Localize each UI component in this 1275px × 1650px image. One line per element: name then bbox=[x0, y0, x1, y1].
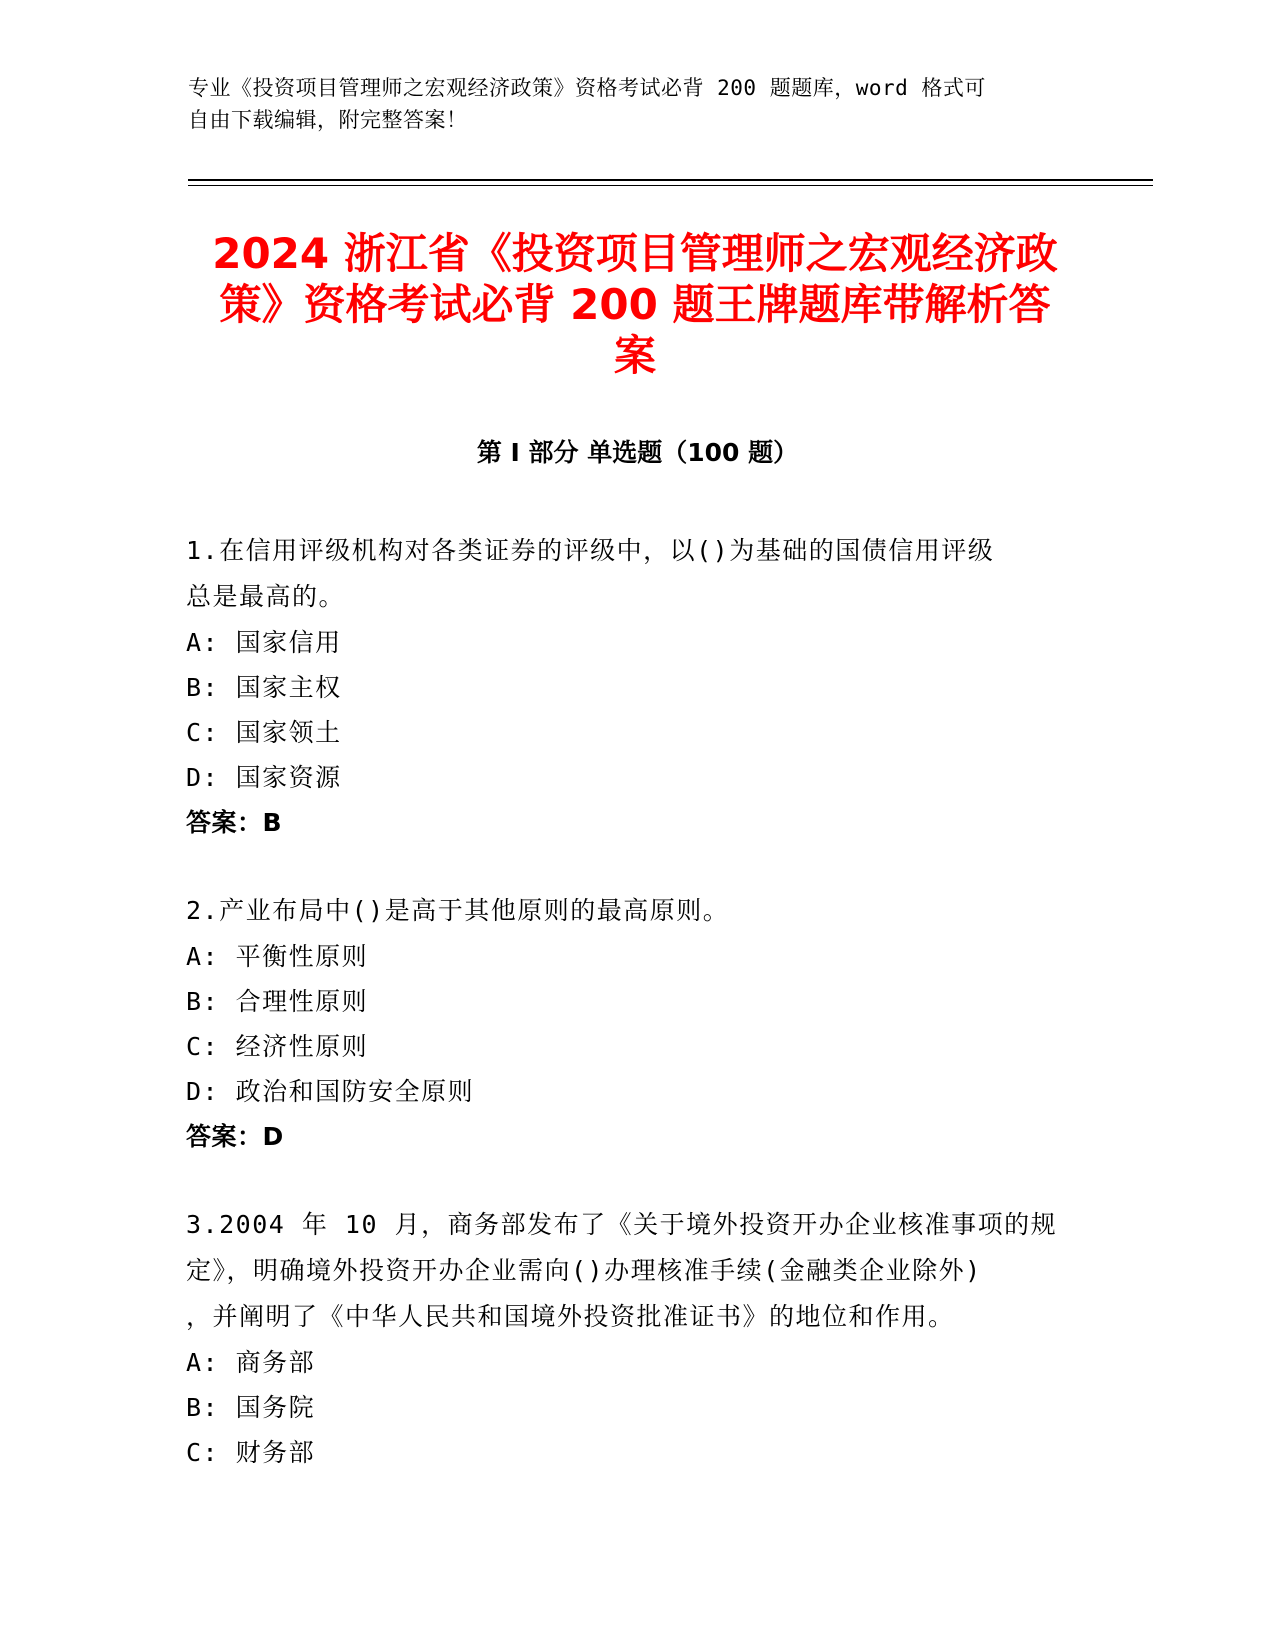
question-stem-line: 2.产业布局中()是高于其他原则的最高原则。 bbox=[186, 896, 730, 925]
answer-line: 答案：B bbox=[186, 808, 283, 837]
question-stem-line: 1.在信用评级机构对各类证券的评级中，以()为基础的国债信用评级 bbox=[186, 536, 995, 565]
option-b: B: 合理性原则 bbox=[186, 987, 369, 1016]
header-note-line: 专业《投资项目管理师之宏观经济政策》资格考试必背 200 题题库，word 格式可 bbox=[188, 76, 986, 100]
question-item bbox=[186, 1202, 1086, 1475]
option-a: A: 平衡性原则 bbox=[186, 942, 369, 971]
title-line: 2024 浙江省《投资项目管理师之宏观经济政 bbox=[212, 229, 1058, 278]
header-divider-thin bbox=[188, 185, 1153, 186]
header-note-line: 自由下载编辑，附完整答案！ bbox=[188, 108, 468, 132]
section-heading: 第 I 部分 单选题（100 题） bbox=[476, 438, 799, 467]
option-a: A: 商务部 bbox=[186, 1348, 316, 1377]
header-note bbox=[188, 72, 1088, 136]
option-c: C: 财务部 bbox=[186, 1438, 316, 1467]
header-divider-thick bbox=[188, 179, 1153, 181]
question-item bbox=[186, 528, 1086, 846]
answer-line: 答案：D bbox=[186, 1122, 284, 1151]
option-c: C: 经济性原则 bbox=[186, 1032, 369, 1061]
question-stem-line: 3.2004 年 10 月，商务部发布了《关于境外投资开办企业核准事项的规 bbox=[186, 1210, 1058, 1239]
title-line: 策》资格考试必背 200 题王牌题库带解析答 bbox=[219, 280, 1051, 329]
question-stem-line: 总是最高的。 bbox=[186, 582, 346, 611]
question-item bbox=[186, 888, 1086, 1160]
option-b: B: 国家主权 bbox=[186, 673, 342, 702]
question-list bbox=[186, 528, 1086, 1517]
document-title bbox=[170, 228, 1100, 381]
option-a: A: 国家信用 bbox=[186, 628, 342, 657]
option-d: D: 政治和国防安全原则 bbox=[186, 1077, 475, 1106]
title-line: 案 bbox=[613, 331, 656, 380]
question-stem-line: ，并阐明了《中华人民共和国境外投资批准证书》的地位和作用。 bbox=[186, 1302, 955, 1331]
option-d: D: 国家资源 bbox=[186, 763, 342, 792]
question-stem-line: 定》，明确境外投资开办企业需向()办理核准手续(金融类企业除外) bbox=[186, 1256, 982, 1285]
option-b: B: 国务院 bbox=[186, 1393, 316, 1422]
option-c: C: 国家领土 bbox=[186, 718, 342, 747]
